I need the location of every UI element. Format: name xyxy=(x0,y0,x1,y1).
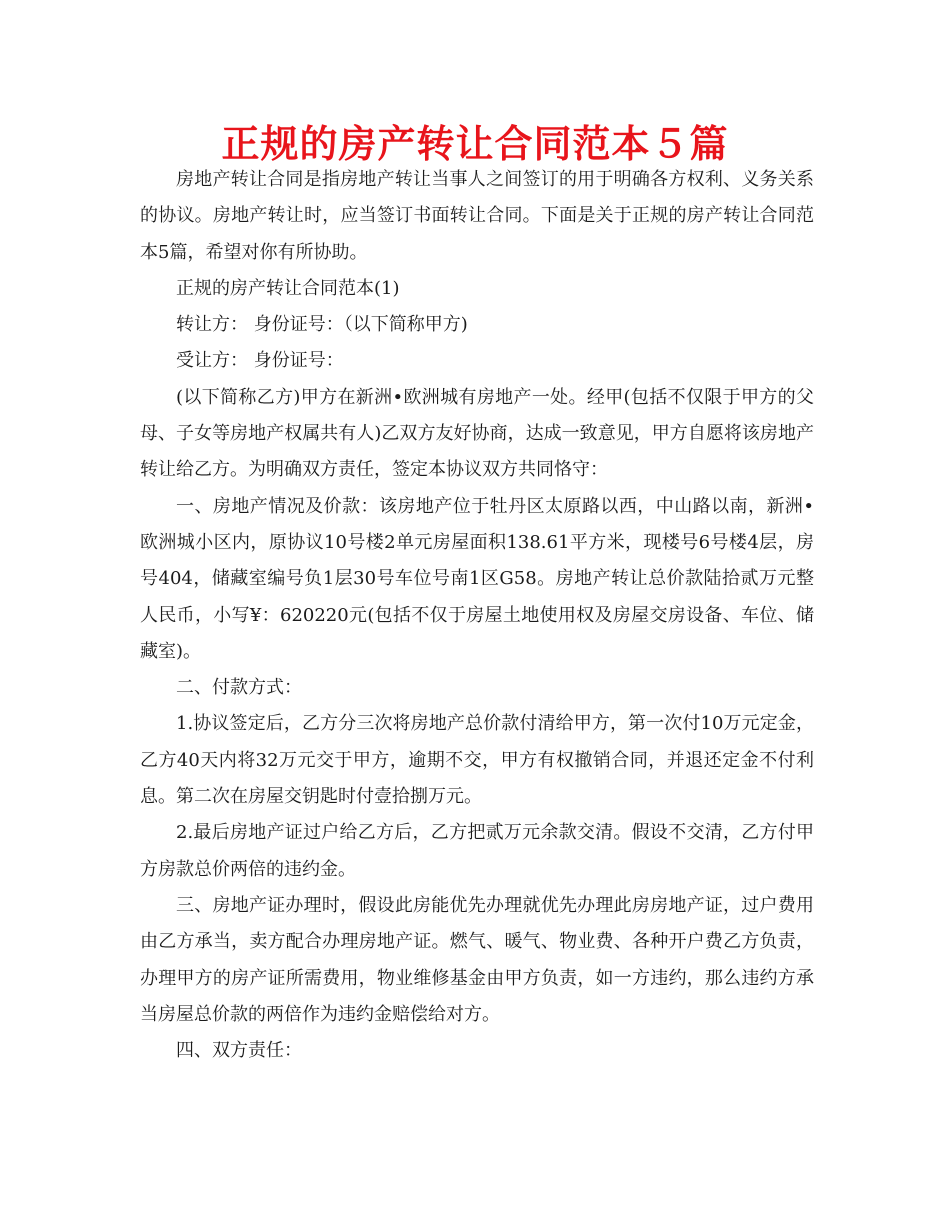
paragraph-clause-2-item-1: 1.协议签定后，乙方分三次将房地产总价款付清给甲方，第一次付10万元定金，乙方40天内将32万元交于甲方，逾期不交，甲方有权撤销合同，并退还定金不付利息。第二次在房屋交钥匙时付壹拾捌万元。 xyxy=(140,713,814,808)
document-title: 正规的房产转让合同范本５篇 xyxy=(221,122,729,166)
paragraph-clause-2-heading: 二、付款方式： xyxy=(176,677,302,699)
paragraph-clause-3-certificate: 三、房地产证办理时，假设此房能优先办理就优先办理此房房地产证，过户费用由乙方承当，卖方配合办理房地产证。燃气、暖气、物业费、各种开户费乙方负责，办理甲方的房产证所需费用，物业维修基金由甲方负责，如一方违约，那么违约方承当房屋总价款的两倍作为违约金赔偿给对方。 xyxy=(140,894,814,1025)
paragraph-agreement-preamble: (以下简称乙方)甲方在新洲•欧洲城有房地产一处。经甲(包括不仅限于甲方的父母、子女等房地产权属共有人)乙双方友好协商，达成一致意见，甲方自愿将该房地产转让给乙方。为明确双方责任，签定本协议双方共同恪守： xyxy=(140,386,814,481)
document-body xyxy=(140,162,814,1069)
paragraph-clause-1-property: 一、房地产情况及价款：该房地产位于牡丹区太原路以西，中山路以南，新洲•欧洲城小区内，原协议10号楼2单元房屋面积138.61平方米，现楼号6号楼4层，房号404，储藏室编号负1层30号车位号南1区G58。房地产转让总价款陆拾贰万元整人民币，小写¥：620220元(包括不仅于房屋土地使用权及房屋交房设备、车位、储藏室)。 xyxy=(140,495,814,662)
paragraph-transferee: 受让方： 身份证号： xyxy=(176,350,344,372)
paragraph-clause-2-item-2: 2.最后房地产证过户给乙方后，乙方把贰万元余款交清。假设不交清，乙方付甲方房款总价两倍的违约金。 xyxy=(140,822,814,880)
paragraph-transferor: 转让方： 身份证号：（以下简称甲方) xyxy=(176,314,468,336)
paragraph-section-heading: 正规的房产转让合同范本(1) xyxy=(176,277,400,299)
paragraph-intro: 房地产转让合同是指房地产转让当事人之间签订的用于明确各方权利、义务关系的协议。房地产转让时，应当签订书面转让合同。下面是关于正规的房产转让合同范本5篇，希望对你有所协助。 xyxy=(140,169,814,263)
paragraph-clause-4-heading: 四、双方责任： xyxy=(176,1040,302,1062)
